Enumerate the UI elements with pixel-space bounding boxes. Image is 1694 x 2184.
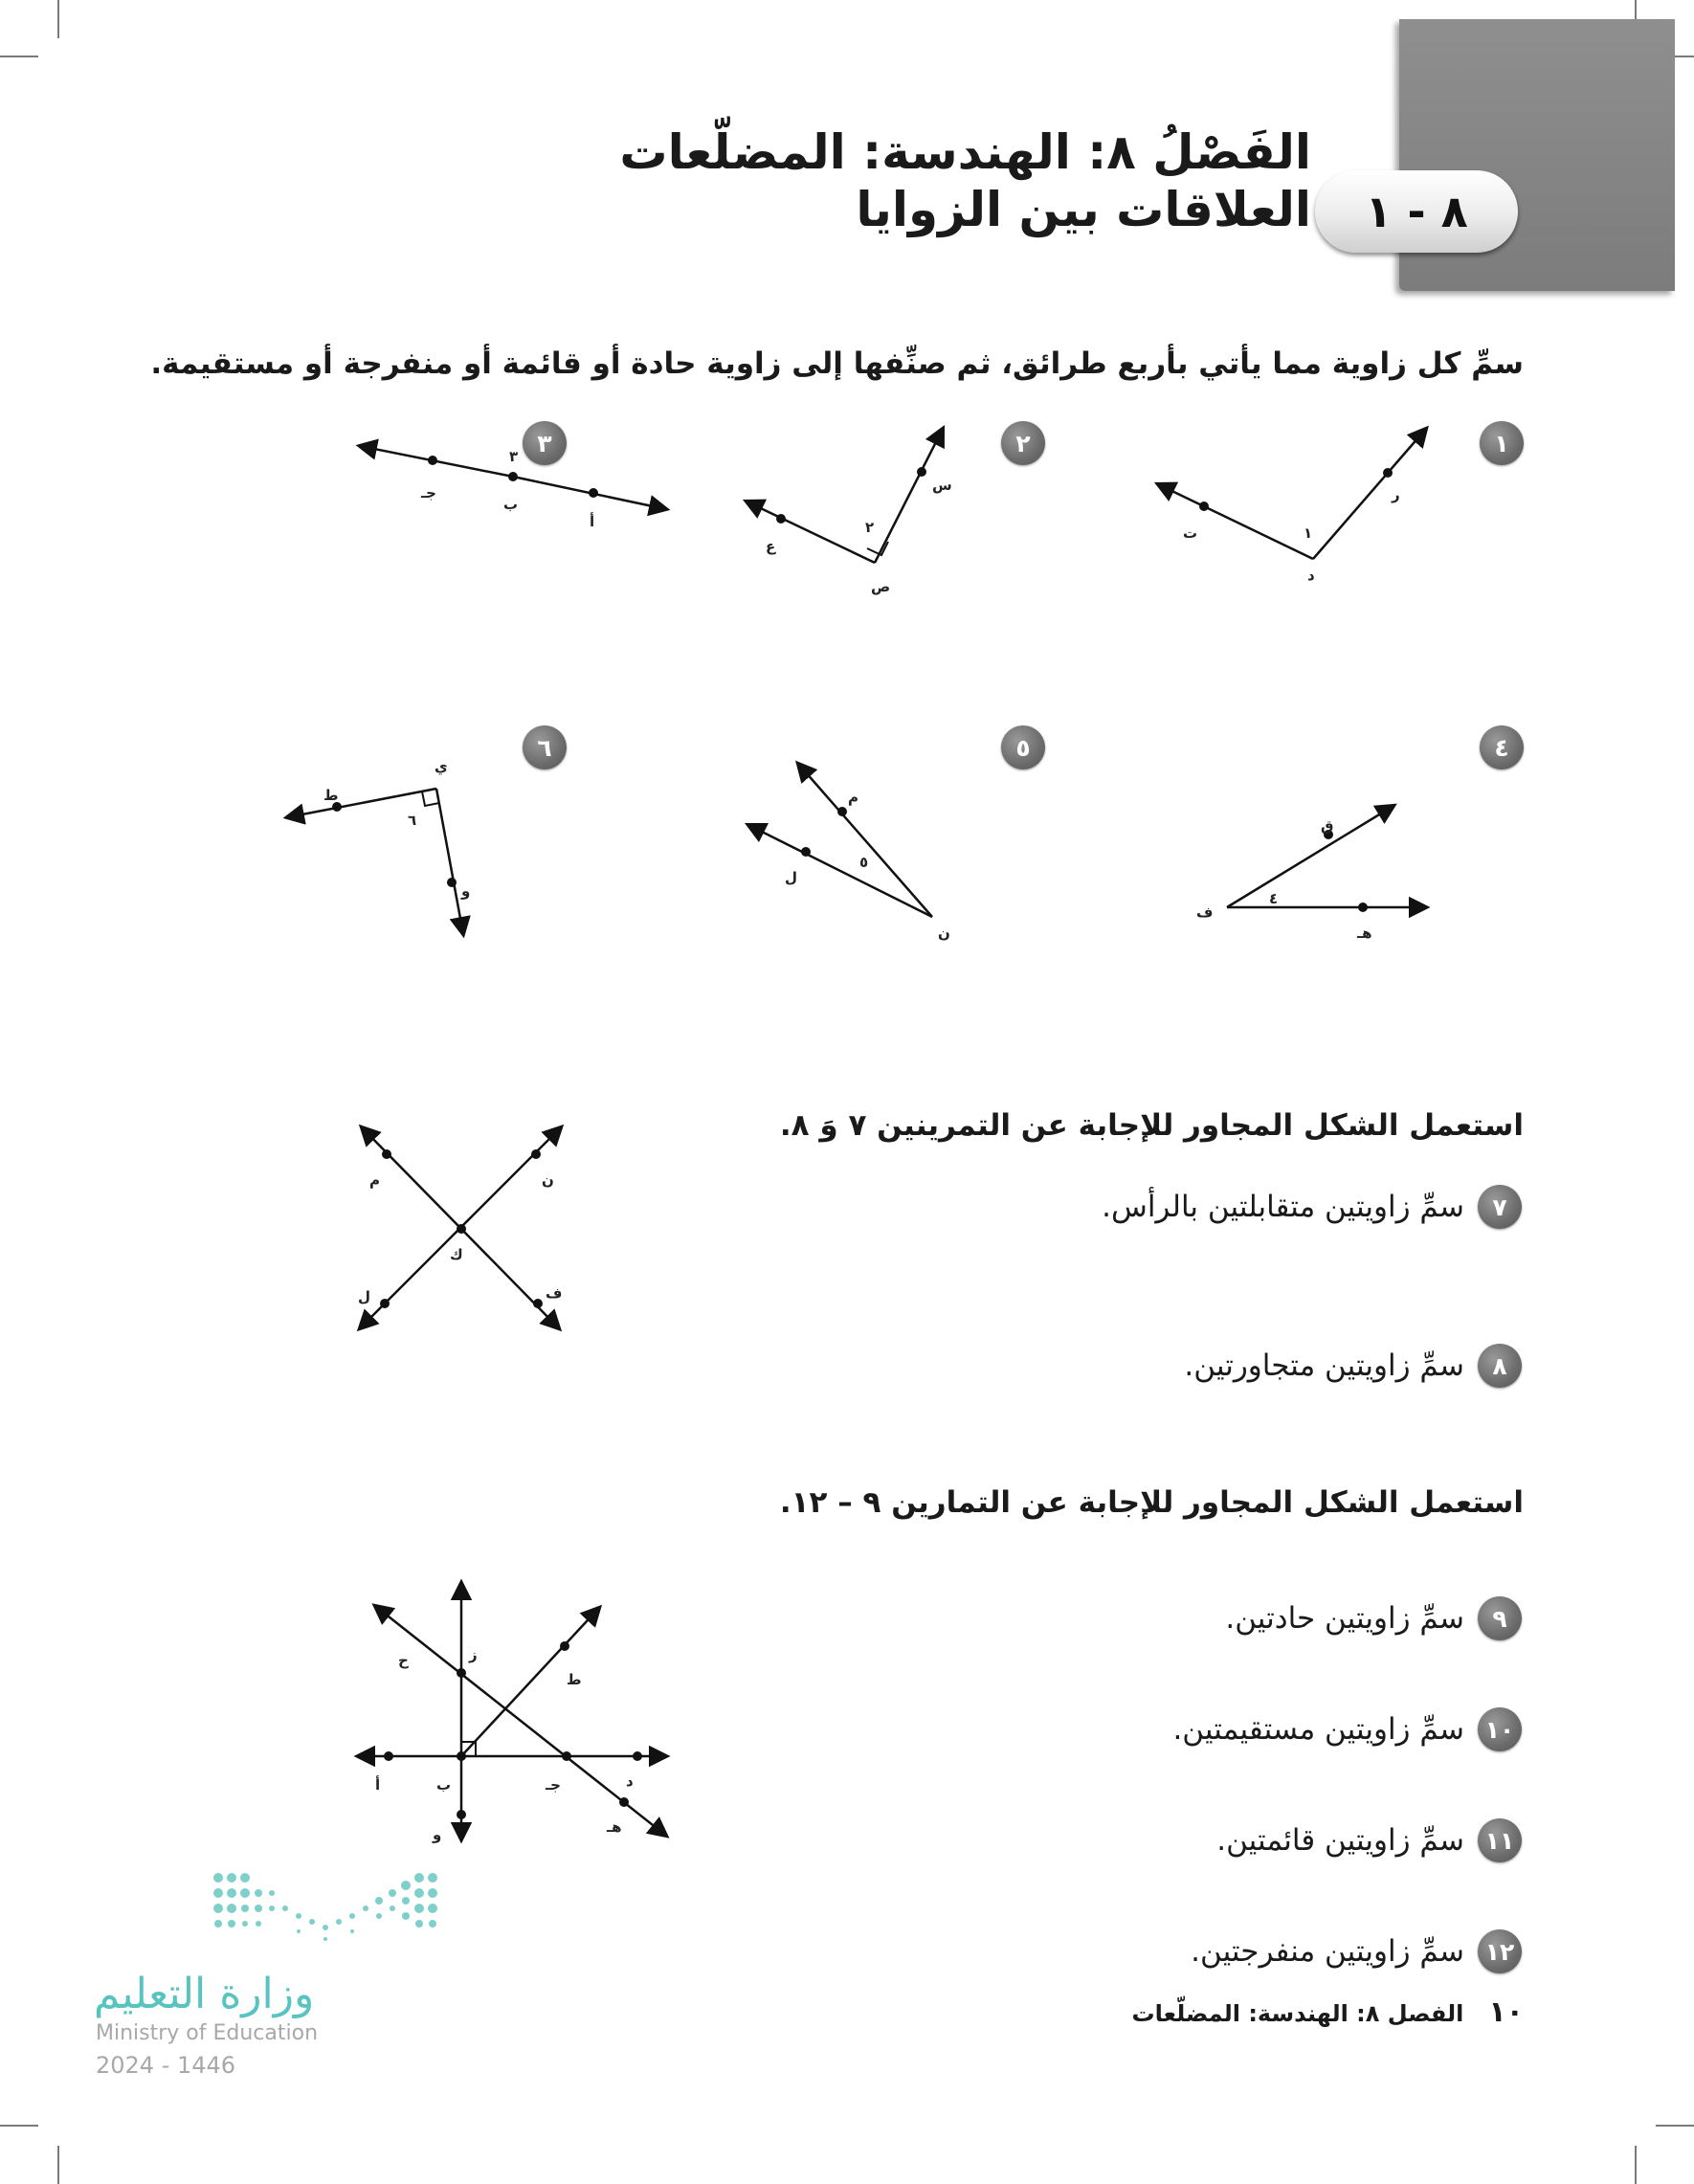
label-ex6-angle: ٦ (408, 812, 417, 829)
label-ex1-r: ر (1392, 486, 1400, 503)
question-number-7: ٧ (1478, 1185, 1522, 1229)
question-9 (1225, 1596, 1522, 1640)
question-text-10: سمِّ زاويتين مستقيمتين. (1172, 1712, 1464, 1747)
question-text-7: سمِّ زاويتين متقابلتين بالرأس. (1102, 1190, 1464, 1224)
figure-ex5 (748, 764, 932, 917)
crop-mark (0, 2125, 38, 2127)
label-k: ك (450, 1246, 463, 1263)
exercise-number-6: ٦ (523, 725, 567, 769)
exercise-number-4: ٤ (1480, 725, 1524, 769)
question-number-9: ٩ (1478, 1596, 1522, 1640)
question-text-8: سمِّ زاويتين متجاورتين. (1184, 1348, 1464, 1383)
label-z: ز (469, 1646, 478, 1663)
label-ex1-angle: ١ (1304, 524, 1313, 542)
question-7 (1102, 1185, 1522, 1229)
label-n: ن (542, 1171, 554, 1189)
lesson-title: العلاقات بين الزوايا (856, 182, 1311, 237)
lesson-number-badge: ٨ - ١ (1315, 170, 1518, 253)
section2-instruction: استعمل الشكل المجاور للإجابة عن التمرينين ٧ وَ ٨. (779, 1108, 1524, 1143)
exercise-number-5: ٥ (1001, 725, 1045, 769)
label-he: هـ (607, 1818, 622, 1836)
question-10 (1172, 1707, 1522, 1751)
label-ex5-angle: ٥ (859, 854, 869, 871)
label-ex6-t: ط (323, 787, 339, 804)
label-j: جـ (546, 1776, 561, 1794)
crop-mark (1656, 2125, 1694, 2127)
ministry-logo-dots (209, 1868, 448, 1941)
label-f: ف (546, 1284, 563, 1302)
label-h: ح (398, 1652, 409, 1669)
label-ex2-s2: ص (871, 578, 891, 595)
multi-line-figure (345, 1570, 680, 1866)
ministry-name-ar: وزارة التعليم (94, 1970, 315, 2018)
label-ex3-b: ب (503, 496, 519, 513)
figure-ex1 (1158, 429, 1426, 559)
label-b: ب (436, 1776, 452, 1794)
label-ex2-a: ع (766, 538, 776, 555)
question-11 (1216, 1818, 1522, 1862)
exercise-number-2: ٢ (1001, 421, 1045, 465)
question-text-9: سمِّ زاويتين حادتين. (1225, 1601, 1464, 1636)
crop-mark (1635, 2146, 1637, 2184)
label-w: و (433, 1826, 442, 1843)
label-ex3-angle: ٣ (509, 448, 519, 465)
section1-instruction: سمِّ كل زاوية مما يأتي بأربع طرائق، ثم صنِّفها إلى زاوية حادة أو قائمة أو منفرجة أو مستقيمة. (150, 346, 1524, 381)
footer-chapter-label: الفصل ٨: الهندسة: المضلّعات (1131, 2000, 1464, 2027)
question-8 (1184, 1344, 1522, 1388)
question-12 (1191, 1929, 1522, 1973)
label-ex2-s: س (932, 477, 952, 494)
question-text-11: سمِّ زاويتين قائمتين. (1216, 1823, 1464, 1858)
label-ex4-q: ق (1321, 817, 1334, 835)
question-number-12: ١٢ (1478, 1929, 1522, 1973)
label-ex4-angle: ٤ (1269, 890, 1279, 907)
crop-mark (57, 2146, 59, 2184)
ministry-name-en: Ministry of Education (96, 2021, 319, 2045)
label-ex5-m: م (848, 789, 858, 806)
ministry-year: 2024 - 1446 (96, 2052, 236, 2079)
label-m: م (369, 1171, 380, 1189)
label-ex2-angle: ٢ (865, 519, 875, 536)
question-number-8: ٨ (1478, 1344, 1522, 1388)
exercise-number-3: ٣ (523, 421, 567, 465)
section3-instruction: استعمل الشكل المجاور للإجابة عن التمارين ٩ – ١٢. (779, 1485, 1524, 1520)
figure-ex2 (747, 429, 943, 563)
label-ex5-n: ن (938, 925, 950, 942)
question-number-11: ١١ (1478, 1818, 1522, 1862)
label-ex4-f: ف (1196, 903, 1214, 921)
label-ex3-j: جـ (421, 484, 436, 501)
label-l: ل (358, 1288, 371, 1305)
label-d: د (626, 1772, 634, 1790)
label-ex5-l: ل (785, 869, 798, 886)
label-t: ط (567, 1671, 582, 1688)
page-number: ١٠ (1488, 1995, 1524, 2029)
label-ex6-w: و (461, 882, 471, 900)
figure-ex6 (287, 789, 463, 934)
label-ex4-h: هـ (1357, 925, 1372, 942)
page-footer (1132, 1995, 1524, 2029)
label-ex1-t: ت (1183, 524, 1198, 542)
exercise-number-1: ١ (1480, 421, 1524, 465)
label-ex3-a: أ (590, 513, 595, 530)
angle-figures (0, 0, 1694, 1005)
label-a: أ (375, 1776, 381, 1794)
question-text-12: سمِّ زاويتين منفرجتين. (1191, 1934, 1464, 1969)
label-ex1-d: د (1307, 567, 1315, 584)
chapter-title: الفَصْلُ ٨: الهندسة: المضلّعات (619, 124, 1311, 180)
question-number-10: ١٠ (1478, 1707, 1522, 1751)
label-ex6-y: ي (435, 758, 448, 775)
intersecting-lines-figure (325, 1110, 593, 1349)
